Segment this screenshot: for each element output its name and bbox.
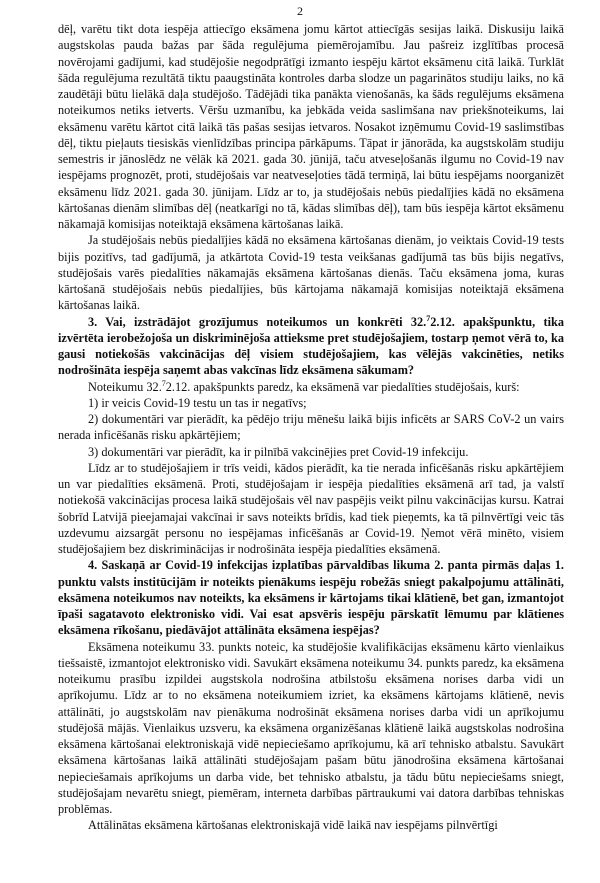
paragraph-remote-exam: Attālinātas eksāmena kārtošanas elektroniskajā vidē laikā nav iespējams pilnvērtīgi xyxy=(88,818,498,833)
page-number: 2 xyxy=(297,4,303,18)
regulation-intro-part-b: 2.12. apakšpunkts paredz, ka eksāmenā var piedalīties studējošais, kurš: xyxy=(165,379,520,394)
question-3 xyxy=(58,314,564,379)
question-4: 4. Saskaņā ar Covid-19 infekcijas izplatības pārvaldības likuma 2. panta pirmās daļas 1. punktu valsts institūcijām ir noteikts pienākums iespēju robežās sniegt pakalpojumu attālināti, eksāmena noteikumos nav noteikts, ka eksāmens ir kārtojams tikai klātienē, bet gan, izmantojot īpaši sagatavoto elektronisko vidi. Vai esat apsvēris iespēju pārskatīt lēmumu par klātienes eksāmena rīkošanu, piedāvājot attālināta eksāmena iespējas? xyxy=(58,558,564,638)
question-3-superscript: 7 xyxy=(426,313,431,323)
list-item-1: 1) ir veicis Covid-19 testu un tas ir negatīvs; xyxy=(88,395,307,410)
paragraph-covid-test: Ja studējošais nebūs piedalījies kādā no eksāmena kārtošanas dienām, jo veiktais Covid-19 tests bijis pozitīvs, tad gadījumā, ja atkārtota Covid-19 testa veikšanas gadījumā tas būs bijis negatīvs, studējošais varēs piedalīties nākamajās eksāmena kārtošanas dienās. Taču eksāmena joma, kuras kārtošanā studējošais nebūs piedalījies, būs kārtojama nākamajā komisijas noteiktajā eksāmena kārtošanas laikā. xyxy=(58,233,564,313)
list-item-2: 2) dokumentāri var pierādīt, ka pēdējo triju mēnešu laikā bijis inficēts ar SARS CoV-2 un vairs nerada inficēšanās risku apkārtējiem; xyxy=(58,412,564,443)
question-3-part-a: 3. Vai, izstrādājot grozījumus noteikumos un konkrēti 32. xyxy=(88,314,427,329)
paragraph-three-ways: Līdz ar to studējošajiem ir trīs veidi, kādos pierādīt, ka tie nerada inficēšanās risku apkārtējiem un var piedalīties eksāmenā. Proti, studējošajam ir iespēja piedalīties eksāmenā arī tad, ja valstī notiekošā vakcinācijas procesa laikā studējošais vēl nav paspējis veikt pilnu vakcinācijas kursu. Katrai šobrīd Latvijā pieejamajai vakcīnai ir savs noteikts brīdis, kad tiek pieņemts, ka tā pilnvērtīgi veic tās uzdevumu aizsargāt personu no iespējamas inficēšanās ar Covid-19. Ņemot vērā minēto, visiem studējošajiem bez diskriminācijas ir nodrošināta iespēja piedalīties eksāmenā. xyxy=(58,460,564,556)
question-3-part-b: 2.12. apakšpunktu, tika izvērtēta ierobežojoša un diskriminējoša attieksme pret studējošajiem, tostarp ņemot vērā to, ka gausi notiekošās vakcinācijas dēļ visiem studējošajiem, kas vēlējās vakcinēties, netiks nodrošināta iespēja saņemt abas vakcīnas līdz eksāmena sākumam? xyxy=(58,314,564,378)
paragraph-exam-rules: Eksāmena noteikumu 33. punkts noteic, ka studējošie kvalifikācijas eksāmenu kārto vienlaikus tiešsaistē, izmantojot elektronisko vidi. Savukārt eksāmena noteikumu 34. punkts paredz, ka eksāmena noteikumu prasību izpildei augstskola nodrošina atbilstošu eksāmena norises darba vidi un aprīkojumu. Līdz ar to no eksāmena noteikumiem izriet, ka eksāmens kārtojams klātienē, nevis attālināti, jo augstskolām nav pienākuma nodrošināt eksāmena norises darba vidi un aprīkojumu studējošā mājās. Vienlaikus uzsveru, ka eksāmena organizēšanas klātienē laikā augstskolas nodrošina eksāmena kārtošanai elektroniskajā vidē nepieciešamo aprīkojumu, kā arī tehnisko atbalstu. Savukārt eksāmena kārtošanas laikā attālināti studējošajam pašam būtu jānodrošina eksāmena kārtošanai nepieciešamais aprīkojums un darba vide, bet tehnisko atbalstu, ja tādu būtu nepieciešams sniegt, studējošajam nevarētu sniegt, piemēram, interneta darbības pārtraukumi vai datora darbības tehniskas problēmas. xyxy=(58,639,564,816)
paragraph-conscience-1: dēļ, varētu tikt dota iespēja attiecīgo eksāmena jomu kārtot attiecīgās sesijas laikā. Diskusiju laikā augstskolas pauda bažas par šāda regulējuma piemērojamību. Jau pašreiz izglītības procesā novērojami gadījumi, kad studējošie negodprātīgi izmanto iespēju kārtot eksāmenu citā laikā. Turklāt šāda regulējuma rezultātā tiktu paaugstināta kontroles darba slodze un pagarinātos studiju laiks, no kā zaudētāji būtu lielākā daļa studējošo. Tādējādi tika panākta vienošanās, ka šāds regulējums eksāmena noteikumos netiks ietverts. Vēršu uzmanību, ka jebkāda veida saslimšana nav priekšnoteikums, lai eksāmenu varētu kārtot citā laikā tās pašas sesijas ietvaros. Nosakot izņēmumu Covid-19 saslimstības dēļ, tiktu pieļauts tiesiskās vienlīdzības principa pārkāpums. Tāpat ir jānorāda, ka augstskolām studiju semestris ir jānoslēdz ne vēlāk kā 2021. gada 30. jūnijā, taču atveseļošanās ilgumu no Covid-19 nav iespējams prognozēt, proti, studējošais var neatveseļoties tādā termiņā, lai būtu iespējams noorganizēt eksāmenu līdz 2021. gada 30. jūnijam. Līdz ar to, ja studējošais nebūs piedalījies kādā no eksāmena kārtošanas dienām slimības dēļ (neatkarīgi no tā, kādas slimības dēļ), tam būs iespēja kārtot eksāmenu nākamajā komisijas noteiktajā eksāmena kārtošanas laikā. xyxy=(58,22,564,231)
document-body xyxy=(58,21,564,834)
list-item-3: 3) dokumentāri var pierādīt, ka ir pilnībā vakcinējies pret Covid-19 infekciju. xyxy=(88,444,469,459)
regulation-intro-superscript: 7 xyxy=(161,378,166,388)
paragraph-regulation-intro xyxy=(58,379,564,395)
regulation-intro-part-a: Noteikumu 32. xyxy=(88,379,162,394)
